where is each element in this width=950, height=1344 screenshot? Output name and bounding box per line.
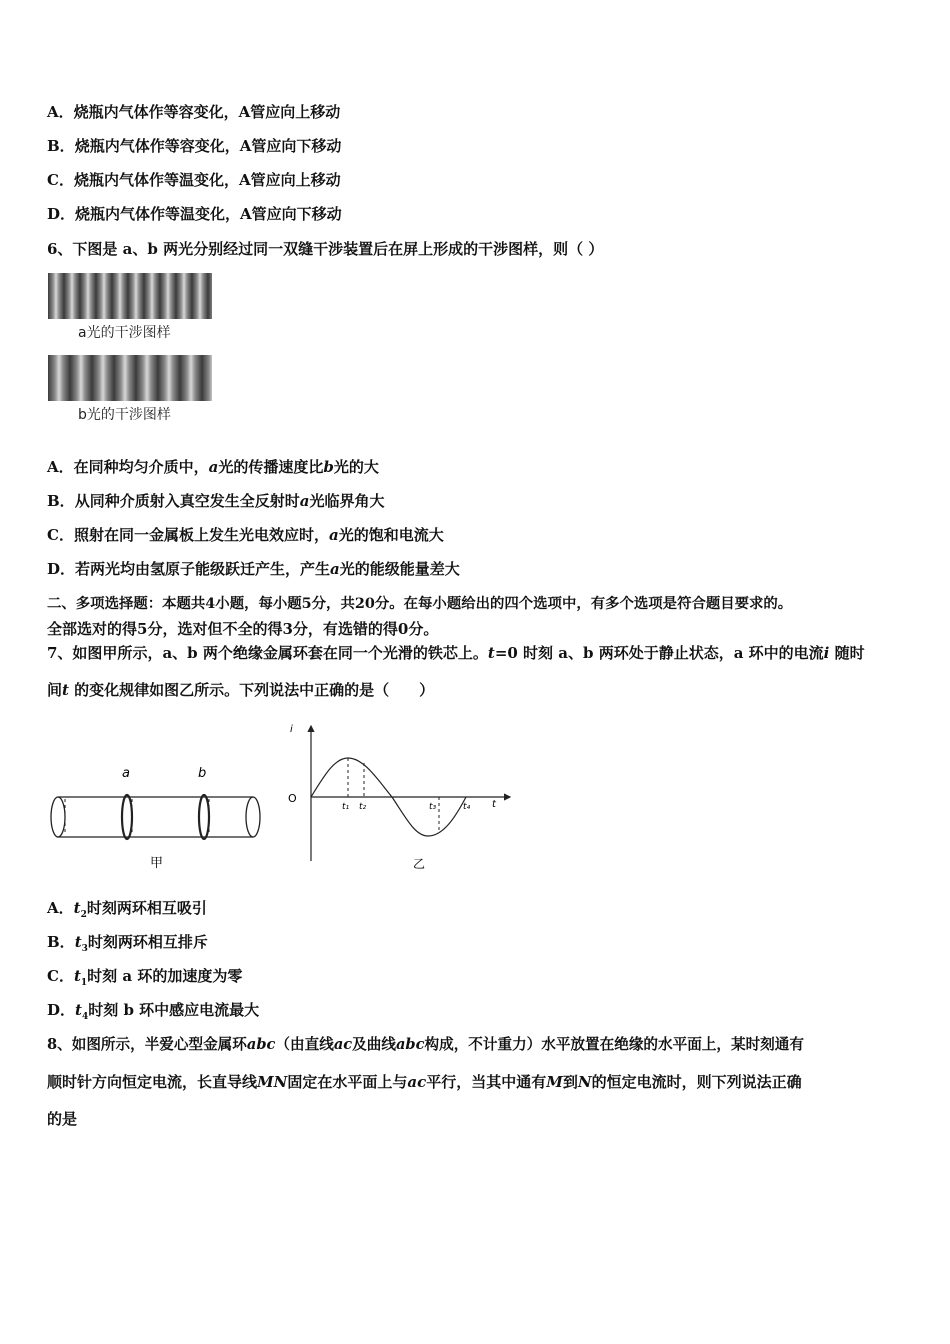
q6-option-b: B．从同种介质射入真空发生全反射时a光临界角大	[47, 492, 385, 510]
q8-stem-line3: 的是	[47, 1110, 78, 1128]
q8-stem-line1: 8、如图所示，半爱心型金属环abc（由直线ac及曲线abc构成，不计重力）水平放置在绝缘的水平面上，某时刻通有	[47, 1036, 804, 1053]
tick-t4: t₄	[463, 802, 471, 812]
x-axis-label: t	[492, 799, 496, 810]
interference-pattern-b	[48, 355, 212, 401]
figure-yi	[280, 718, 520, 874]
q5-option-a: A．烧瓶内气体作等容变化，A管应向上移动	[47, 103, 341, 121]
q6-stem: 6、下图是 a、b 两光分别经过同一双缝干涉装置后在屏上形成的干涉图样，则（ ）	[47, 240, 604, 258]
figure-jia-caption: 甲	[150, 856, 164, 871]
q7-stem-line2: 间t 的变化规律如图乙所示。下列说法中正确的是（ ）	[47, 681, 435, 699]
section2-note: 全部选对的得5分，选对但不全的得3分，有选错的得0分。	[47, 620, 439, 638]
figure-jia	[40, 755, 280, 875]
q7-option-d: D．$t_4$时刻 b 环中感应电流最大	[47, 1001, 260, 1022]
ring-b-label: b	[198, 766, 207, 781]
q5-option-c: C．烧瓶内气体作等温变化，A管应向上移动	[47, 171, 341, 189]
caption-b: b光的干涉图样	[78, 407, 171, 423]
q6-option-a: A．在同种均匀介质中，a光的传播速度比b光的大	[47, 458, 379, 476]
tick-t2: t₂	[359, 802, 367, 812]
y-axis-label: i	[290, 724, 293, 735]
tick-t1: t₁	[342, 802, 350, 812]
q6-option-c: C．照射在同一金属板上发生光电效应时，a光的饱和电流大	[47, 526, 444, 544]
caption-a: a光的干涉图样	[78, 325, 171, 341]
q7-option-a: A．$t_2$时刻两环相互吸引	[47, 899, 207, 920]
origin-label: O	[288, 792, 297, 805]
q6-option-d: D．若两光均由氢原子能级跃迁产生，产生a光的能级能量差大	[47, 560, 460, 578]
tick-t3: t₃	[429, 802, 437, 812]
q5-option-d: D．烧瓶内气体作等温变化，A管应向下移动	[47, 205, 342, 223]
interference-pattern-a	[48, 273, 212, 319]
q7-stem-line1: 7、如图甲所示，a、b 两个绝缘金属环套在同一个光滑的铁芯上。t=0 时刻 a、b 两环处于静止状态，a 环中的电流i 随时	[47, 644, 865, 662]
q7-option-c: C．$t_1$时刻 a 环的加速度为零	[47, 967, 243, 988]
q8-stem-line2: 顺时针方向恒定电流，长直导线MN固定在水平面上与ac平行，当其中通有M到N的恒定电流时，则下列说法正确	[47, 1073, 802, 1091]
q7-option-b: B．$t_3$时刻两环相互排斥	[47, 933, 208, 954]
figure-yi-caption: 乙	[413, 857, 426, 871]
ring-a-label: a	[122, 766, 130, 781]
section2-heading: 二、多项选择题：本题共4小题，每小题5分，共20分。在每小题给出的四个选项中，有多个选项是符合题目要求的。	[47, 595, 793, 612]
q5-option-b: B．烧瓶内气体作等容变化，A管应向下移动	[47, 137, 342, 155]
